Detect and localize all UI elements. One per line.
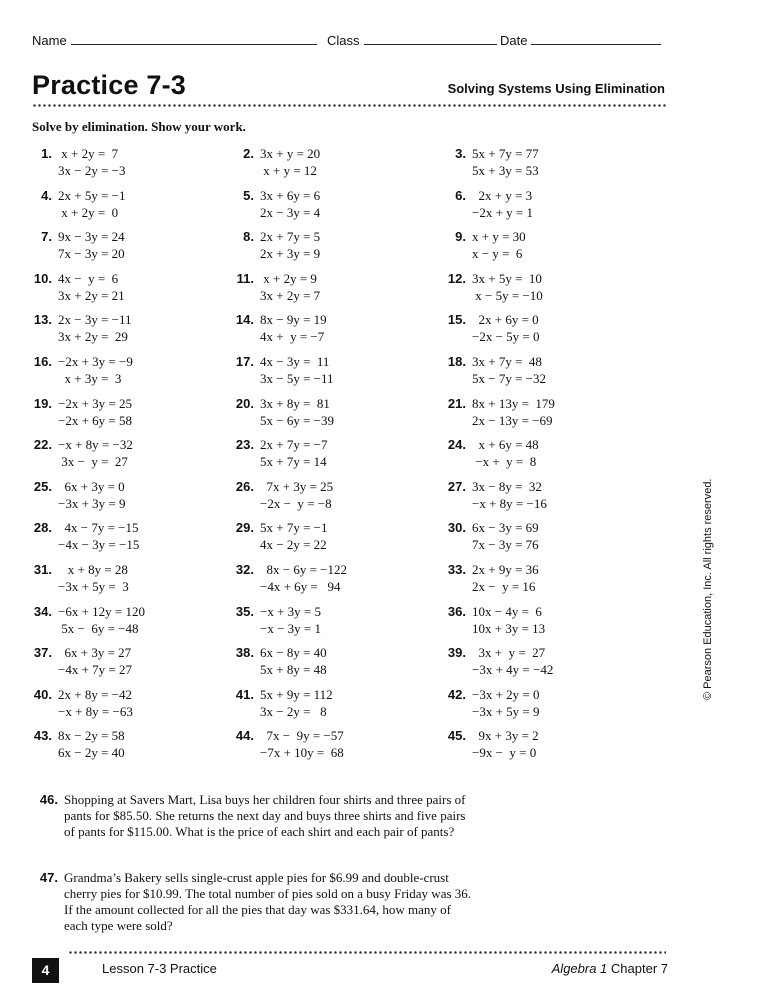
equation-2: 3x − 5y = −11 [260, 371, 334, 386]
equation-1: 2x − 3y = −11 [58, 312, 132, 327]
equation-1: 2x + 9y = 36 [472, 562, 539, 577]
problem-2 [228, 145, 428, 181]
equation-2: −7x + 10y = 68 [260, 745, 344, 760]
problem-29 [228, 519, 428, 555]
equation-1: −2x + 3y = 25 [58, 396, 132, 411]
footer-book [552, 961, 668, 976]
problem-number: 41. [235, 687, 254, 702]
problem-number: 6. [455, 188, 466, 203]
equation-1: 8x − 6y = −122 [260, 562, 347, 577]
problem-number: 3. [455, 146, 466, 161]
equation-2: −3x + 5y = 3 [58, 579, 129, 594]
problem-number: 20. [235, 396, 254, 411]
problem-5 [228, 187, 428, 223]
problem-number: 31. [33, 562, 52, 577]
equation-1: x + 8y = 28 [58, 562, 128, 577]
equation-2: 5x + 3y = 53 [472, 163, 539, 178]
equation-2: −x + 8y = −16 [472, 496, 547, 511]
problem-number: 5. [243, 188, 254, 203]
problem-22 [26, 436, 226, 472]
problem-number: 18. [447, 354, 466, 369]
equation-1: 3x + 6y = 6 [260, 188, 321, 203]
equation-1: 6x + 3y = 27 [58, 645, 132, 660]
equation-1: 2x + 5y = −1 [58, 188, 126, 203]
title-divider [32, 104, 666, 107]
equation-2: −4x + 6y = 94 [260, 579, 341, 594]
equation-2: 5x + 8y = 48 [260, 662, 327, 677]
problem-number: 34. [33, 604, 52, 619]
problem-44 [228, 727, 428, 763]
problem-number: 40. [33, 687, 52, 702]
problem-number: 39. [447, 645, 466, 660]
problem-number: 26. [235, 479, 254, 494]
problem-7 [26, 228, 226, 264]
equation-2: 5x + 7y = 14 [260, 454, 327, 469]
problem-34 [26, 603, 226, 639]
equation-1: 4x − y = 6 [58, 271, 119, 286]
equation-2: 7x − 3y = 20 [58, 246, 125, 261]
equation-2: 2x − 13y = −69 [472, 413, 553, 428]
problem-number: 17. [235, 354, 254, 369]
problem-25 [26, 478, 226, 514]
problem-35 [228, 603, 428, 639]
equation-2: 7x − 3y = 76 [472, 537, 539, 552]
problem-23 [228, 436, 428, 472]
equation-1: 7x + 3y = 25 [260, 479, 334, 494]
problem-36 [440, 603, 640, 639]
equation-1: 9x − 3y = 24 [58, 229, 125, 244]
problem-number: 1. [41, 146, 52, 161]
problem-number: 44. [235, 728, 254, 743]
problem-number: 38. [235, 645, 254, 660]
problem-14 [228, 311, 428, 347]
problem-9 [440, 228, 640, 264]
footer-book-title: Algebra 1 [551, 961, 608, 976]
problem-16 [26, 353, 226, 389]
problem-number: 33. [447, 562, 466, 577]
problem-17 [228, 353, 428, 389]
problem-number: 42. [447, 687, 466, 702]
problem-30 [440, 519, 640, 555]
equation-2: −x + y = 8 [472, 454, 537, 469]
problem-number: 16. [33, 354, 52, 369]
problem-11 [228, 270, 428, 306]
equation-1: −x + 3y = 5 [260, 604, 321, 619]
equation-2: −3x + 3y = 9 [58, 496, 126, 511]
problem-19 [26, 395, 226, 431]
problem-number: 43. [33, 728, 52, 743]
equation-1: 2x + 8y = −42 [58, 687, 132, 702]
equation-1: 8x + 13y = 179 [472, 396, 555, 411]
equation-2: 3x + 2y = 7 [260, 288, 321, 303]
problem-number: 14. [235, 312, 254, 327]
equation-2: −2x − y = −8 [260, 496, 332, 511]
equation-2: 3x + 2y = 21 [58, 288, 125, 303]
problem-39 [440, 644, 640, 680]
equation-2: −2x − 5y = 0 [472, 329, 540, 344]
equation-1: 5x + 9y = 112 [260, 687, 333, 702]
problem-27 [440, 478, 640, 514]
equation-2: 2x − 3y = 4 [260, 205, 321, 220]
equation-2: 5x − 6y = −48 [58, 621, 139, 636]
equation-2: 3x − y = 27 [58, 454, 128, 469]
equation-1: 4x − 3y = 11 [260, 354, 330, 369]
problem-42 [440, 686, 640, 722]
equation-1: 4x − 7y = −15 [58, 520, 139, 535]
footer-divider [68, 951, 666, 954]
problem-10 [26, 270, 226, 306]
problem-number: 11. [236, 271, 254, 286]
equation-2: −4x − 3y = −15 [58, 537, 140, 552]
equation-2: 4x − 2y = 22 [260, 537, 327, 552]
problem-number: 12. [447, 271, 466, 286]
problem-number: 30. [447, 520, 466, 535]
equation-1: 5x + 7y = −1 [260, 520, 328, 535]
name-label: Name [32, 33, 67, 48]
equation-2: 2x + 3y = 9 [260, 246, 321, 261]
name-field [32, 32, 317, 48]
equation-2: 10x + 3y = 13 [472, 621, 546, 636]
equation-1: x + 2y = 7 [58, 146, 119, 161]
problem-40 [26, 686, 226, 722]
equation-1: 3x + 5y = 10 [472, 271, 542, 286]
equation-1: 2x + 6y = 0 [472, 312, 539, 327]
equation-2: 6x − 2y = 40 [58, 745, 125, 760]
equation-2: 3x − 2y = −3 [58, 163, 126, 178]
problem-number: 24. [447, 437, 466, 452]
problem-41 [228, 686, 428, 722]
equation-1: x + 6y = 48 [472, 437, 539, 452]
equation-1: 2x + 7y = 5 [260, 229, 321, 244]
word-problem-number: 47. [39, 870, 58, 885]
problem-33 [440, 561, 640, 597]
equation-2: x + 3y = 3 [58, 371, 122, 386]
problem-number: 13. [33, 312, 52, 327]
equation-1: 2x + 7y = −7 [260, 437, 328, 452]
problem-4 [26, 187, 226, 223]
problem-24 [440, 436, 640, 472]
equation-2: 5x − 7y = −32 [472, 371, 546, 386]
equation-2: 5x − 6y = −39 [260, 413, 334, 428]
problem-18 [440, 353, 640, 389]
instructions: Solve by elimination. Show your work. [32, 119, 246, 134]
equation-2: 3x − 2y = 8 [260, 704, 327, 719]
problem-number: 19. [33, 396, 52, 411]
problem-number: 15. [447, 312, 466, 327]
problem-32 [228, 561, 428, 597]
problem-28 [26, 519, 226, 555]
equation-1: 10x − 4y = 6 [472, 604, 542, 619]
problem-6 [440, 187, 640, 223]
equation-1: 3x + y = 20 [260, 146, 321, 161]
equation-1: 6x − 3y = 69 [472, 520, 539, 535]
equation-2: −9x − y = 0 [472, 745, 537, 760]
problem-43 [26, 727, 226, 763]
word-problem-text: Grandma’s Bakery sells single-crust apple pies for $6.99 and double-crust cherry pies for $10.99. The total number of pies sold on a busy Friday was 36. If the amount collected for all the pies that day was $331.64, how many of each type were sold? [64, 870, 472, 933]
footer-chapter: Chapter 7 [607, 961, 668, 976]
equation-1: 3x + 7y = 48 [472, 354, 542, 369]
name-blank[interactable] [71, 32, 317, 45]
class-label: Class [327, 33, 360, 48]
problem-number: 22. [33, 437, 52, 452]
equation-1: x + y = 30 [472, 229, 526, 244]
problem-15 [440, 311, 640, 347]
problem-3 [440, 145, 640, 181]
problem-number: 21. [447, 396, 466, 411]
equation-1: 8x − 2y = 58 [58, 728, 125, 743]
problem-21 [440, 395, 640, 431]
equation-1: 6x − 8y = 40 [260, 645, 327, 660]
problem-number: 8. [243, 229, 254, 244]
equation-1: −x + 8y = −32 [58, 437, 133, 452]
problem-number: 4. [41, 188, 52, 203]
equation-1: 8x − 9y = 19 [260, 312, 327, 327]
equation-2: x + y = 12 [260, 163, 317, 178]
problem-45 [440, 727, 640, 763]
problem-31 [26, 561, 226, 597]
equation-1: 3x + 8y = 81 [260, 396, 330, 411]
equation-2: x + 2y = 0 [58, 205, 119, 220]
equation-2: −x + 8y = −63 [58, 704, 133, 719]
equation-2: 4x + y = −7 [260, 329, 325, 344]
equation-2: 3x + 2y = 29 [58, 329, 128, 344]
problem-number: 36. [447, 604, 466, 619]
problem-26 [228, 478, 428, 514]
word-problem-text: Shopping at Savers Mart, Lisa buys her children four shirts and three pairs of pants for $85.50. She returns the next day and buys three shirts and five pairs of pants for $115.00. What is the price of each shirt and each pair of pants? [64, 792, 466, 839]
problem-38 [228, 644, 428, 680]
problem-8 [228, 228, 428, 264]
footer-lesson: Lesson 7-3 Practice [102, 961, 217, 976]
class-field [327, 32, 497, 48]
problem-number: 29. [235, 520, 254, 535]
page-subtitle: Solving Systems Using Elimination [447, 81, 665, 96]
word-problem-number: 46. [39, 792, 58, 807]
equation-1: 9x + 3y = 2 [472, 728, 539, 743]
page-number: 4 [32, 958, 59, 983]
equation-2: 2x − y = 16 [472, 579, 536, 594]
problem-number: 9. [455, 229, 466, 244]
equation-1: 6x + 3y = 0 [58, 479, 125, 494]
equation-1: x + 2y = 9 [260, 271, 317, 286]
equation-2: x − y = 6 [472, 246, 523, 261]
equation-2: −x − 3y = 1 [260, 621, 321, 636]
problem-20 [228, 395, 428, 431]
equation-1: −2x + 3y = −9 [58, 354, 133, 369]
problem-1 [26, 145, 226, 181]
problem-number: 45. [447, 728, 466, 743]
problem-number: 37. [33, 645, 52, 660]
problem-number: 10. [33, 271, 52, 286]
equation-1: 2x + y = 3 [472, 188, 533, 203]
equation-1: 7x − 9y = −57 [260, 728, 344, 743]
equation-2: −4x + 7y = 27 [58, 662, 132, 677]
problem-number: 32. [235, 562, 254, 577]
copyright-notice: © Pearson Education, Inc. All rights reserved. [702, 478, 714, 700]
equation-2: −2x + 6y = 58 [58, 413, 132, 428]
equation-1: −6x + 12y = 120 [58, 604, 145, 619]
page-title: Practice 7-3 [32, 70, 186, 100]
equation-2: −3x + 4y = −42 [472, 662, 554, 677]
date-blank[interactable] [531, 32, 661, 45]
problem-number: 7. [41, 229, 52, 244]
problem-number: 23. [235, 437, 254, 452]
class-blank[interactable] [364, 32, 497, 45]
date-field [500, 32, 661, 48]
problem-number: 35. [235, 604, 254, 619]
equation-1: 5x + 7y = 77 [472, 146, 539, 161]
problem-number: 25. [33, 479, 52, 494]
equation-1: 3x + y = 27 [472, 645, 546, 660]
date-label: Date [500, 33, 528, 48]
problem-number: 2. [243, 146, 254, 161]
equation-1: −3x + 2y = 0 [472, 687, 540, 702]
equation-1: 3x − 8y = 32 [472, 479, 542, 494]
problem-37 [26, 644, 226, 680]
problem-number: 27. [447, 479, 466, 494]
problem-12 [440, 270, 640, 306]
equation-2: −3x + 5y = 9 [472, 704, 540, 719]
equation-2: x − 5y = −10 [472, 288, 543, 303]
problem-13 [26, 311, 226, 347]
problem-number: 28. [33, 520, 52, 535]
equation-2: −2x + y = 1 [472, 205, 533, 220]
